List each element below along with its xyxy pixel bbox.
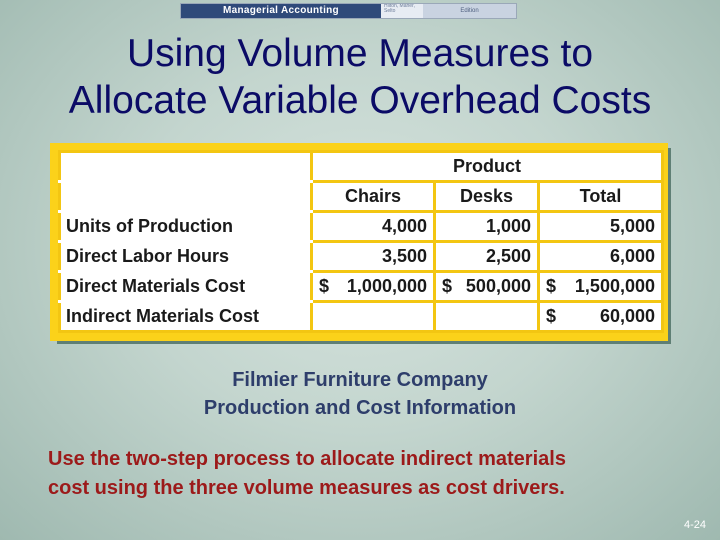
table-row [60, 302, 663, 332]
cell-chairs: 4,000 [312, 212, 435, 242]
book-authors-logo: Hilton, Maher, Selto [381, 4, 423, 18]
cell-total [539, 302, 663, 332]
currency-symbol: $ [442, 276, 453, 296]
caption-subtitle: Production and Cost Information [203, 397, 517, 419]
instruction-line-2: cost using the three volume measures as cost drivers. [48, 477, 565, 499]
table-column-header-row [60, 182, 663, 212]
table-caption [0, 366, 720, 422]
table-header-row [60, 152, 663, 182]
cell-desks: 2,500 [435, 242, 539, 272]
cell-total: 6,000 [539, 242, 663, 272]
row-label: Direct Materials Cost [60, 272, 312, 302]
cell-total [539, 272, 663, 302]
column-header-total: Total [539, 182, 663, 212]
book-title-logo: Managerial Accounting [181, 4, 381, 18]
cell-amount: 500,000 [465, 276, 531, 296]
column-header-chairs: Chairs [312, 182, 435, 212]
slide-number: 4-24 [683, 519, 706, 531]
cell-chairs: 3,500 [312, 242, 435, 272]
instruction-line-1: Use the two-step process to allocate indirect materials [48, 448, 566, 470]
cell-total: 5,000 [539, 212, 663, 242]
book-edition-logo: Edition [423, 4, 516, 18]
row-label: Units of Production [60, 212, 312, 242]
table-row [60, 272, 663, 302]
table-row [60, 212, 663, 242]
product-group-header: Product [312, 152, 663, 182]
slide-title-line-2: Allocate Variable Overhead Costs [68, 79, 652, 122]
cell-chairs [312, 272, 435, 302]
cell-amount: 1,000,000 [346, 276, 427, 296]
slide-title-line-1: Using Volume Measures to [126, 32, 594, 75]
exercise-instruction [48, 445, 688, 503]
currency-symbol: $ [546, 306, 557, 326]
table-row [60, 242, 663, 272]
row-label: Indirect Materials Cost [60, 302, 312, 332]
column-header-desks: Desks [435, 182, 539, 212]
production-table-frame [50, 143, 668, 341]
row-label: Direct Labor Hours [60, 242, 312, 272]
cell-desks: 1,000 [435, 212, 539, 242]
slide-title [0, 30, 720, 124]
currency-symbol: $ [546, 276, 557, 296]
cell-amount: 1,500,000 [574, 276, 655, 296]
currency-symbol: $ [319, 276, 330, 296]
cell-desks [435, 302, 539, 332]
cell-amount: 60,000 [599, 306, 655, 326]
table-corner-cell [60, 182, 312, 212]
production-table [58, 150, 664, 333]
table-corner-cell [60, 152, 312, 182]
book-banner [180, 3, 517, 19]
cell-chairs [312, 302, 435, 332]
company-name: Filmier Furniture Company [232, 369, 488, 391]
cell-desks [435, 272, 539, 302]
